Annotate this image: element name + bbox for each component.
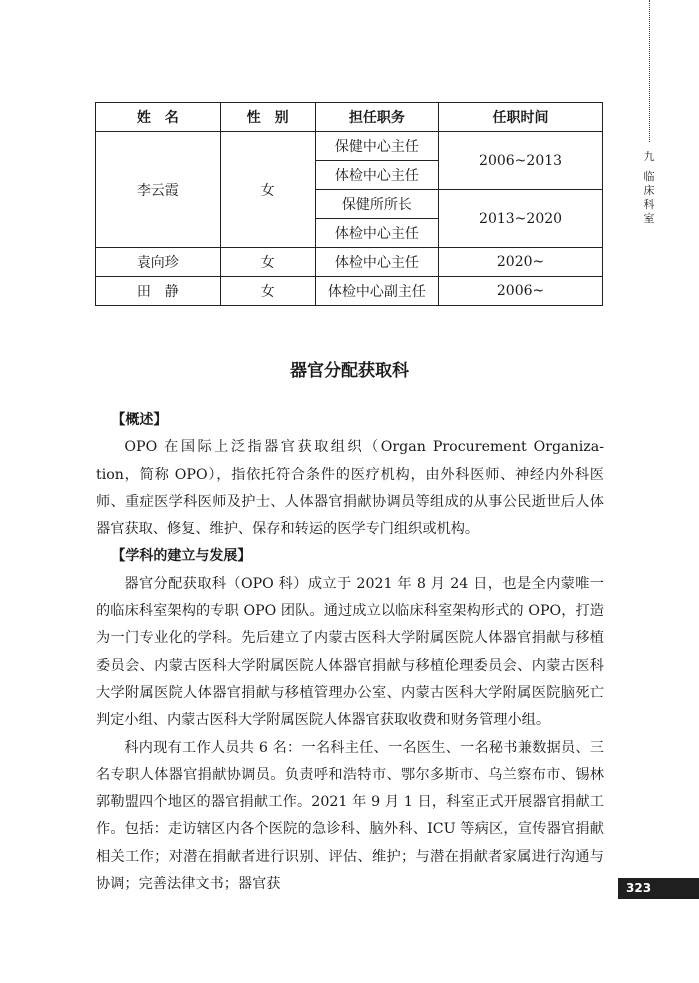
cell-gender: 女: [220, 248, 315, 277]
cell-post: 体检中心主任: [315, 161, 438, 190]
development-paragraph-1: 器官分配获取科（OPO 科）成立于 2021 年 8 月 24 日，也是全内蒙唯一的临床科室架构的专职 OPO 团队。通过成立以临床科室架构形式的 OPO，打造为一门专业化的学科。先后建立了内蒙古医科大学附属医院人体器官捐献与移植委员会、内蒙古医科大学附属医院人体器官捐献与移植伦理委员会、内蒙古医科大学附属医院人体器官捐献与移植管理办公室、内蒙古医科大学附属医院脑死亡判定小组、内蒙古医科大学附属医院人体器官获取收费和财务管理小组。: [96, 575, 604, 729]
chapter-char: 床: [643, 184, 655, 197]
cell-period: 2013~2020: [439, 190, 603, 248]
chapter-char: 临: [643, 170, 655, 183]
chapter-side-label: [641, 150, 657, 226]
cell-period: 2020~: [439, 248, 603, 277]
col-header-period: 任职时间: [439, 103, 603, 132]
cell-post: 保健所所长: [315, 190, 438, 219]
cell-name: 袁向珍: [96, 248, 221, 277]
cell-period: 2006~2013: [439, 132, 603, 190]
cell-name: 李云霞: [96, 132, 221, 248]
chapter-char: 科: [643, 198, 655, 211]
cell-gender: 女: [220, 132, 315, 248]
development-paragraph-2: 科内现有工作人员共 6 名：一名科主任、一名医生、一名秘书兼数据员、三名专职人体器官捐献协调员。负责呼和浩特市、鄂尔多斯市、乌兰察布市、锡林郭勒盟四个地区的器官捐献工作。2021 年 9 月 1 日，科室正式开展器官捐献工作。包括：走访辖区内各个医院的急诊科、脑外科、ICU 等病区，宣传器官捐献相关工作；对潜在捐献者进行识别、评估、维护；与潜在捐献者家属进行沟通与协调；完善法律文书；器官获: [96, 739, 604, 893]
overview-heading: 【概述】: [111, 412, 168, 428]
table-row: [96, 248, 603, 277]
cell-gender: 女: [220, 277, 315, 306]
section-title: 器官分配获取科: [290, 361, 409, 381]
chapter-char: 室: [643, 212, 655, 225]
col-header-name: 姓 名: [96, 103, 221, 132]
staff-table: [95, 102, 603, 306]
side-rail-line: [649, 0, 650, 142]
table-row: [96, 132, 603, 161]
page-number: 323: [618, 878, 699, 899]
col-header-post: 担任职务: [315, 103, 438, 132]
development-heading: 【学科的建立与发展】: [111, 548, 252, 565]
cell-post: 体检中心主任: [315, 219, 438, 248]
chapter-number: 九: [643, 150, 655, 163]
article-body: [96, 407, 604, 898]
cell-name: 田 静: [96, 277, 221, 306]
col-header-gender: 性 别: [220, 103, 315, 132]
overview-paragraph: OPO 在国际上泛指器官获取组织（Organ Procurement Organiza-tion，简称 OPO），指依托符合条件的医疗机构，由外科医师、神经内外科医师、重症医学科医师及护士、人体器官捐献协调员等组成的从事公民逝世后人体器官获取、修复、维护、保存和转运的医学专门组织或机构。: [96, 439, 604, 538]
cell-post: 体检中心副主任: [315, 277, 438, 306]
cell-post: 保健中心主任: [315, 132, 438, 161]
cell-post: 体检中心主任: [315, 248, 438, 277]
cell-period: 2006~: [439, 277, 603, 306]
table-row: [96, 277, 603, 306]
table-header-row: [96, 103, 603, 132]
